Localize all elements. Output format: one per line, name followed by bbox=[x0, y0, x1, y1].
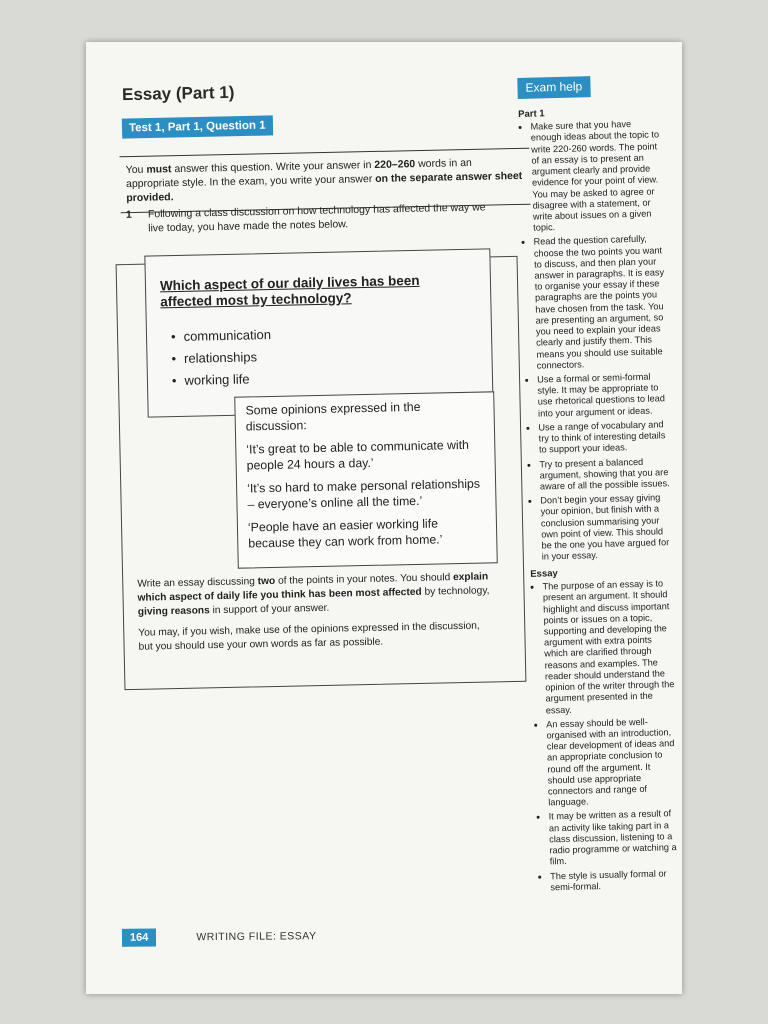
task-instructions: You must answer this question. Write your answer in 220–260 words in an appropriate style. In the exam, you write your answer on the separate answer sheet provided. bbox=[119, 148, 530, 213]
opinions-box bbox=[234, 391, 498, 568]
essay-instructions bbox=[137, 570, 495, 662]
page-title: Essay (Part 1) bbox=[121, 82, 235, 105]
exam-help-item: • Read the question carefully, choose the two points you want to discuss, and then plan your answer in paragraphs. It is easy to organise your essay if these paragraphs are the points you have chosen from the task. You are presenting an argument, so you need to explain your ideas clearly and justify them. This means you should use suitable connectors. bbox=[533, 234, 666, 372]
notes-list bbox=[171, 324, 272, 392]
exam-help-essay-heading: Essay bbox=[530, 567, 558, 580]
running-head: WRITING FILE: ESSAY bbox=[196, 930, 317, 944]
exam-help-item: • Use a range of vocabulary and try to think of interesting details to support your ideas. bbox=[538, 419, 669, 456]
exam-help-column bbox=[517, 74, 680, 898]
exam-help-essay-list bbox=[530, 578, 680, 894]
exam-help-item: • Use a formal or semi-formal style. It may be appropriate to use rhetorical questions to lead into your argument or ideas. bbox=[537, 371, 668, 419]
notes-heading: Which aspect of our daily lives has been affected most by technology? bbox=[159, 272, 420, 310]
exam-help-item: • The purpose of an essay is to present an argument. It should highlight and discuss important points or issues on a topic, supporting and developing the argument with extra points which are clarified through reasons and examples. The reader should understand the opinion of the writer through the argument presented in the essay. bbox=[542, 578, 675, 716]
exam-help-item: • The style is usually formal or semi-formal. bbox=[550, 868, 681, 894]
exam-help-part1-heading: Part 1 bbox=[518, 107, 545, 120]
book-page bbox=[86, 42, 682, 994]
page-footer bbox=[122, 927, 317, 947]
exam-help-item: • It may be written as a result of an activity like taking part in a class discussion, listening to a radio programme or watching a film. bbox=[549, 808, 680, 867]
notes-item: • communication bbox=[171, 324, 271, 348]
question-number: 1 bbox=[125, 208, 132, 221]
page-number: 164 bbox=[122, 929, 157, 947]
exam-help-item: • Don’t begin your essay giving your opinion, but finish with a conclusion summarising your own point of view. This should be the one you have argued for in your essay. bbox=[540, 492, 672, 563]
question-text: Following a class discussion on how technology has affected the way we live today, you have made the notes below. bbox=[147, 201, 486, 235]
instruction-paragraph: You may, if you wish, make use of the opinions expressed in the discussion, but you should use your own words as far as possible. bbox=[138, 620, 480, 653]
opinion-quote: ‘People have an easier working life because they can work from home.’ bbox=[247, 516, 443, 551]
opinion-quote: ‘It’s so hard to make personal relationships – everyone’s online all the time.’ bbox=[247, 476, 481, 512]
notes-item: • relationships bbox=[171, 346, 271, 370]
exam-help-tag: Exam help bbox=[517, 76, 590, 99]
exam-help-item: • An essay should be well-organised with an introduction, clear development of ideas and an appropriate conclusion to round off the argument. It should use appropriate connectors and range of language. bbox=[546, 716, 678, 809]
opinions-heading: Some opinions expressed in the discussion: bbox=[245, 399, 421, 434]
question-label: Test 1, Part 1, Question 1 bbox=[122, 115, 273, 138]
exam-help-item: • Make sure that you have enough ideas about the topic to write 220-260 words. The point of an essay is to present an argument clearly and provide evidence for your point of view. You may be asked to agree or disagree with a statement, or write about issues on a given topic. bbox=[530, 118, 663, 234]
instruction-paragraph: Write an essay discussing two of the points in your notes. You should explain which aspect of daily life you think has been most affected by technology, giving reasons in support of your answer. bbox=[137, 571, 490, 618]
notes-item: • working life bbox=[172, 368, 272, 392]
exam-help-part1-list bbox=[518, 118, 672, 563]
exam-help-item: • Try to present a balanced argument, showing that you are aware of all the possible issues. bbox=[539, 456, 670, 493]
opinion-quote: ‘It’s great to be able to communicate with people 24 hours a day.’ bbox=[246, 437, 470, 473]
